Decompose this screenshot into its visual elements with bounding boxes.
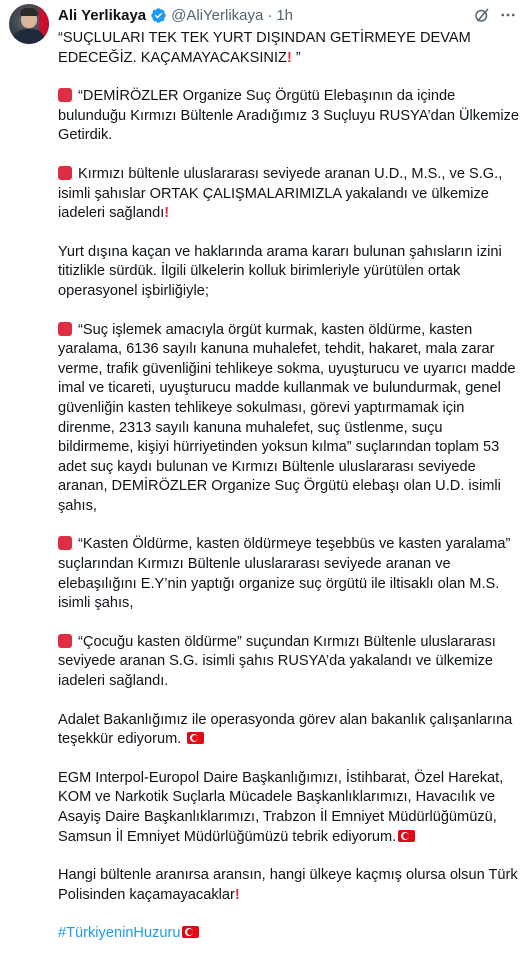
more-icon[interactable] [499, 6, 517, 24]
paragraph-text: “Çocuğu kasten öldürme” suçundan Kırmızı Bültenle uluslararası seviyede aranan S.G. isimli şahıs RUSYA’da yakalandı ve ülkemize iadeleri sağlandı. [58, 633, 500, 690]
turkey-flag-emoji [182, 926, 199, 938]
red-exclamation-emoji: ! [234, 886, 240, 903]
paragraph-text: Yurt dışına kaçan ve haklarında arama kararı bulunan şahısların izini titizlikle sürdük. İlgili ülkelerin kolluk birimleriyle yürütülen ortak operasyonel işbirliğiyle; [58, 243, 506, 299]
red-square-emoji [58, 322, 72, 336]
turkey-flag-emoji [398, 830, 415, 842]
paragraph-text: EGM Interpol-Europol Daire Başkanlığımızı, İstihbarat, Özel Harekat, KOM ve Narkotik Suçlarla Mücadele Başkanlıklarımızı, Havacılık ve Asayiş Daire Başkanlıklarımızı, Trabzon İl Emniyet Müdürlüğümüzü, Samsun İl Emniyet Müdürlüğümüzü tebrik ediyorum. [58, 769, 508, 845]
verified-badge-icon[interactable] [150, 7, 167, 24]
red-exclamation-emoji: ! [286, 49, 292, 66]
tweet-paragraph [58, 243, 520, 302]
closing-quote: ” [291, 49, 301, 66]
red-square-emoji [58, 634, 72, 648]
red-square-emoji [58, 536, 72, 550]
tweet-paragraph [58, 321, 520, 517]
hashtag-link[interactable]: #TürkiyeninHuzuru [58, 925, 181, 942]
post-time[interactable]: 1h [276, 6, 294, 24]
turkey-flag-emoji [187, 732, 204, 744]
separator-dot: · [267, 6, 273, 24]
red-square-emoji [58, 166, 72, 180]
tweet-paragraph [58, 535, 520, 613]
tweet-paragraph [58, 87, 524, 146]
avatar-suit [12, 29, 46, 44]
paragraph-text: “DEMİRÖZLER Organize Suç Örgütü Elebaşının da içinde bulunduğu Kırmızı Bültenle Aradığımız 3 Suçluyu RUSYA’dan Ülkemize Getirdik. [58, 88, 524, 144]
avatar[interactable] [9, 4, 49, 44]
avatar-hair [20, 8, 38, 16]
tweet-paragraph [58, 29, 520, 68]
author-name[interactable]: Ali Yerlikaya [58, 6, 147, 24]
tweet-paragraph [58, 924, 520, 944]
paragraph-text: “Suç işlemek amacıyla örgüt kurmak, kasten öldürme, kasten yaralama, 6136 sayılı kanuna muhalefet, tehdit, hakaret, mala zarar verme, trafik güvenliğini tehlikeye sokma, uyuşturucu ve uyarıcı madde imal ve ticareti, uyuşturucu madde kullanmak ve bulundurmak, genel güvenliğin kasten tehlikeye sokulması, görevi yaptırmamak için direnme, 2313 sayılı kanuna muhalefet, suç üstlenme, suçu bildirmeme, kişiyi hürriyetinden yoksun kılma” suçlarından toplam 53 adet suç kaydı bulunan ve Kırmızı Bültenle uluslararası seviyede aranan, DEMİRÖZLER Organize Suç Örgütü elebaşı olan U.D. isimli şahıs, [58, 321, 520, 514]
tweet-text [58, 29, 524, 963]
paragraph-text: Hangi bültenle aranırsa aransın, hangi ülkeye kaçmış olursa olsun Türk Polisinden kaçamayacaklar [58, 867, 522, 903]
author-handle[interactable]: @AliYerlikaya [171, 6, 264, 24]
paragraph-text: Kırmızı bültenle uluslararası seviyede aranan U.D., M.S., ve S.G., isimli şahıslar ORTAK ÇALIŞMALARIMIZLA yakalandı ve ülkemize iadeleri sağlandı [58, 165, 507, 222]
tweet-paragraph [58, 165, 520, 224]
tweet-header [58, 4, 293, 26]
tweet-paragraph [58, 711, 520, 750]
red-exclamation-emoji: ! [164, 205, 170, 222]
paragraph-text: “SUÇLULARI TEK TEK YURT DIŞINDAN GETİRMEYE DEVAM EDECEĞİZ. KAÇAMAYACAKSINIZ [58, 30, 475, 66]
tweet-paragraph [58, 769, 520, 847]
paragraph-text: Adalet Bakanlığımız ile operasyonda görev alan bakanlık çalışanlarına teşekkür ediyorum. [58, 711, 517, 748]
grok-icon[interactable] [473, 6, 491, 24]
tweet-paragraph [58, 866, 520, 905]
red-square-emoji [58, 88, 72, 102]
paragraph-text: “Kasten Öldürme, kasten öldürmeye teşebbüs ve kasten yaralama” suçlarından Kırmızı Bültenle uluslararası seviyede aranan ve elebaşılığını E.Y’nin yaptığı organize suç örgütü ile iltisaklı olan M.S. isimli şahıs, [58, 536, 515, 612]
tweet-paragraph [58, 633, 520, 692]
